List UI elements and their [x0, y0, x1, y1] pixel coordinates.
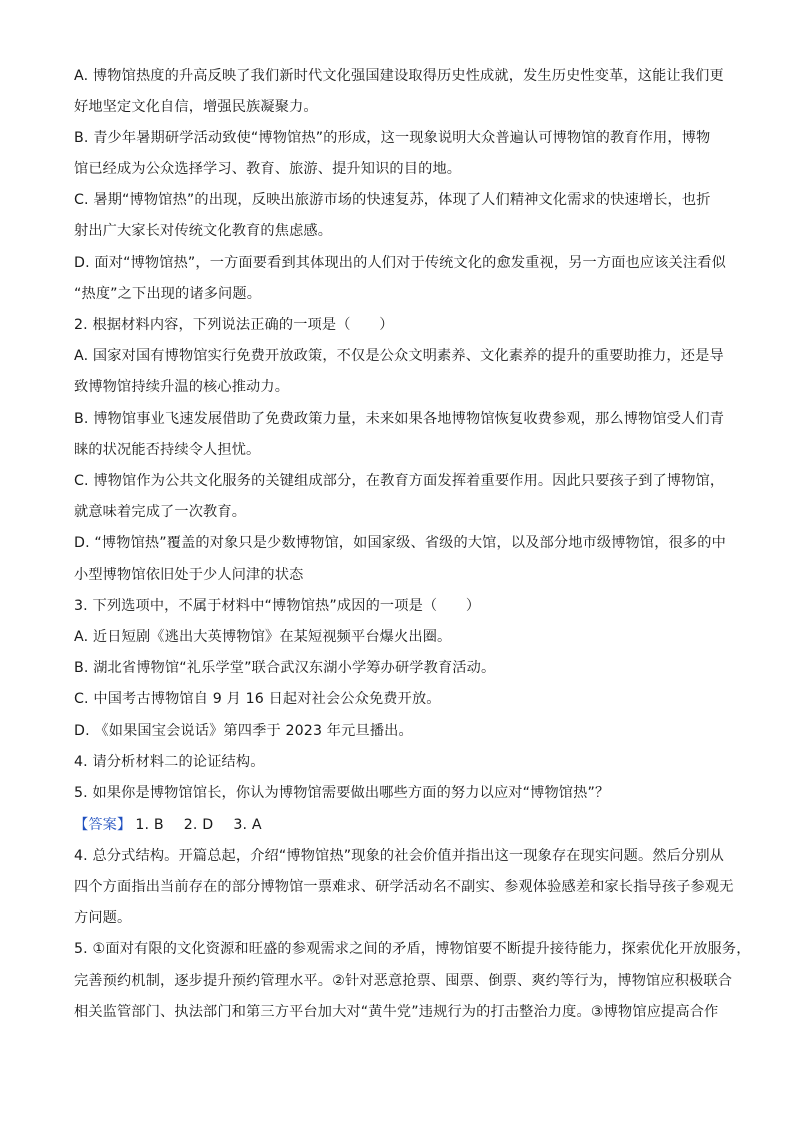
explanation-4-line-1: 4. 总分式结构。开篇总起，介绍“博物馆热”现象的社会价值并指出这一现象存在现实问题。然后分别从	[74, 848, 725, 864]
option-b-line-2: 馆已经成为公众选择学习、教育、旅游、提升知识的目的地。	[74, 161, 462, 177]
q3-option-c: C. 中国考古博物馆自 9 月 16 日起对社会公众免费开放。	[74, 691, 441, 707]
question-2: 2. 根据材料内容，下列说法正确的一项是（ ）	[74, 317, 394, 333]
q3-option-a: A. 近日短剧《逃出大英博物馆》在某短视频平台爆火出圈。	[74, 629, 452, 645]
question-4: 4. 请分析材料二的论证结构。	[74, 754, 265, 770]
q3-option-d: D. 《如果国宝会说话》第四季于 2023 年元旦播出。	[74, 723, 413, 739]
option-d-line-1: D. 面对“博物馆热”，一方面要看到其体现出的人们对于传统文化的愈发重视，另一方面也应该关注看似	[74, 255, 726, 271]
explanation-5-line-1: 5. ①面对有限的文化资源和旺盛的参观需求之间的矛盾，博物馆要不断提升接待能力，探索优化开放服务，	[74, 941, 751, 957]
question-5: 5. 如果你是博物馆馆长，你认为博物馆需要做出哪些方面的努力以应对“博物馆热”？	[74, 785, 610, 801]
answer-item: 3. A	[233, 817, 262, 833]
option-a-line-2: 好地坚定文化自信，增强民族凝聚力。	[74, 99, 318, 115]
q2-option-d-line-2: 小型博物馆依旧处于少人问津的状态	[74, 567, 304, 583]
explanation-4-line-2: 四个方面指出当前存在的部分博物馆一票难求、研学活动名不副实、参观体验感差和家长指导孩子参观无	[74, 879, 734, 895]
q2-option-a-line-2: 致博物馆持续升温的核心推动力。	[74, 379, 290, 395]
option-b-line-1: B. 青少年暑期研学活动致使“博物馆热”的形成，这一现象说明大众普遍认可博物馆的教育作用，博物	[74, 130, 711, 146]
explanation-5-line-3: 相关监管部门、执法部门和第三方平台加大对“黄牛党”违规行为的打击整治力度。③博物馆应提高合作	[74, 1004, 719, 1020]
answer-item: 2. D	[183, 817, 214, 833]
q3-option-b: B. 湖北省博物馆“礼乐学堂”联合武汉东湖小学筹办研学教育活动。	[74, 660, 496, 676]
question-3: 3. 下列选项中，不属于材料中“博物馆热”成因的一项是（ ）	[74, 598, 481, 614]
q2-option-c-line-1: C. 博物馆作为公共文化服务的关键组成部分，在教育方面发挥着重要作用。因此只要孩子到了博物馆，	[74, 473, 725, 489]
answer-line	[74, 815, 726, 835]
option-c-line-2: 射出广大家长对传统文化教育的焦虑感。	[74, 223, 333, 239]
q2-option-a-line-1: A. 国家对国有博物馆实行免费开放政策，不仅是公众文明素养、文化素养的提升的重要助推力，还是导	[74, 348, 724, 364]
answer-tag: 【答案】	[74, 817, 132, 833]
option-d-line-2: “热度”之下出现的诸多问题。	[74, 286, 262, 302]
q2-option-b-line-2: 睐的状况能否持续令人担忧。	[74, 442, 261, 458]
option-c-line-1: C. 暑期“博物馆热”的出现，反映出旅游市场的快速复苏，体现了人们精神文化需求的快速增长，也折	[74, 192, 711, 208]
q2-option-c-line-2: 就意味着完成了一次教育。	[74, 504, 247, 520]
q2-option-b-line-1: B. 博物馆事业飞速发展借助了免费政策力量，未来如果各地博物馆恢复收费参观，那么博物馆受人们青	[74, 411, 725, 427]
explanation-4-line-3: 方问题。	[74, 910, 132, 926]
explanation-5-line-2: 完善预约机制，逐步提升预约管理水平。②针对恶意抢票、囤票、倒票、爽约等行为，博物馆应积极联合	[74, 973, 733, 989]
answer-item: 1. B	[135, 817, 164, 833]
q2-option-d-line-1: D. “博物馆热”覆盖的对象只是少数博物馆，如国家级、省级的大馆，以及部分地市级博物馆，很多的中	[74, 535, 726, 551]
option-a-line-1: A. 博物馆热度的升高反映了我们新时代文化强国建设取得历史性成就，发生历史性变革，这能让我们更	[74, 68, 724, 84]
